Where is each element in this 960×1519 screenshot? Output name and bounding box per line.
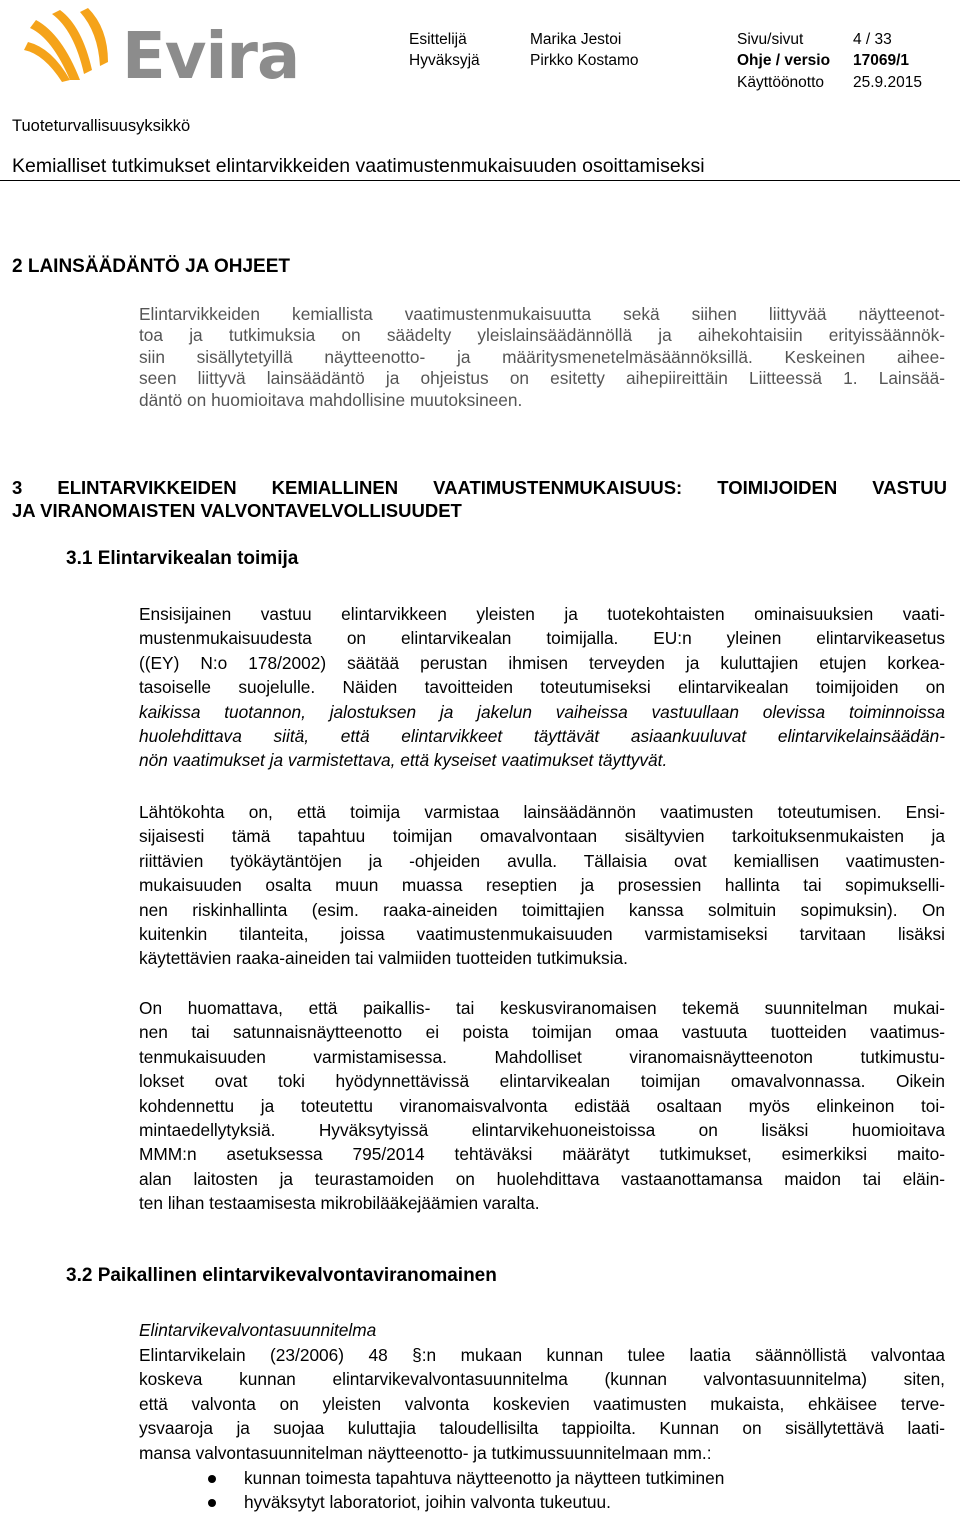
section-2-line: siin sisällytetyillä näytteenotto- ja määritysmenetelmäsäännöksillä. Keskeinen aihee- <box>139 346 945 367</box>
paragraph-line-italic: huolehdittava siitä, että elintarvikkeet täyttävät asiaankuuluvat elintarvikelainsäädän- <box>139 726 945 747</box>
paragraph-line: mintaedellytyksiä. Hyväksytyissä elintarvikehuoneistoissa on lisäksi huomioitava <box>139 1120 945 1141</box>
section-3-1-paragraph-2 <box>139 800 945 971</box>
intro-label: Käyttöönotto <box>737 74 825 91</box>
section-3-heading <box>12 476 947 522</box>
header-divider <box>0 180 960 181</box>
section-2-line: däntö on huomioitava mahdollisine muutoksineen. <box>139 389 523 410</box>
list-item-text: hyväksytyt laboratoriot, joihin valvonta tukeutuu. <box>244 1492 611 1513</box>
paragraph-line: nen tai satunnaisnäytteenotto ei poista toimijan omaa vastuuta tuotteiden vaatimus- <box>139 1022 945 1043</box>
document-title: Kemialliset tutkimukset elintarvikkeiden vaatimustenmukaisuuden osoittamiseksi <box>12 155 705 177</box>
evira-logo-text: Evira <box>122 20 300 94</box>
paragraph-line-italic: kaikissa tuotannon, jalostuksen ja jakelun vaiheissa vastuullaan olevissa toiminnoissa <box>139 701 945 722</box>
approver-label: Hyväksyjä <box>409 52 480 69</box>
section-3-2-paragraph-1 <box>139 1343 945 1465</box>
page-label: Sivu/sivut <box>737 31 804 48</box>
paragraph-line: tasoiselle suojelulle. Näiden tavoitteiden toteutumiseksi elintarvikealan toimijoiden on <box>139 677 945 698</box>
section-3-heading-line: JA VIRANOMAISTEN VALVONTAVELVOLLISUUDET <box>12 500 462 521</box>
paragraph-line: mustenmukaisuudesta on elintarvikealan toimijalla. EU:n yleinen elintarvikeasetus <box>139 628 945 649</box>
presenter-label: Esittelijä <box>409 31 467 48</box>
section-2-line: toa ja tutkimuksia on säädelty yleislainsäädännöllä ja aihekohtaisiin erityissäännök- <box>139 325 945 346</box>
paragraph-line: Lähtökohta on, että toimija varmistaa lainsäädännön vaatimusten toteutumisen. Ensi- <box>139 802 945 822</box>
paragraph-line: MMM:n asetuksessa 795/2014 tehtäväksi määrätyt tutkimukset, esimerkiksi maito- <box>139 1144 945 1165</box>
list-item <box>208 1466 948 1490</box>
list-item-text: kunnan toimesta tapahtuva näytteenotto ja näytteen tutkiminen <box>244 1468 725 1488</box>
bullet-icon <box>208 1475 216 1483</box>
section-3-2-subheading: Elintarvikevalvontasuunnitelma <box>139 1320 377 1340</box>
section-2-line: seen liittyvä lainsäädäntö ja ohjeistus on esitetty aihepiireittäin Liitteessä 1. Lainsää- <box>139 368 945 389</box>
approver-name: Pirkko Kostamo <box>530 52 639 69</box>
intro-value: 25.9.2015 <box>853 74 922 91</box>
section-2-line: Elintarvikkeiden kemiallista vaatimustenmukaisuutta sekä siihen liittyvää näytteenot- <box>139 304 945 324</box>
list-item <box>208 1490 948 1514</box>
section-2-paragraph <box>139 304 945 411</box>
presenter-name: Marika Jestoi <box>530 31 622 48</box>
paragraph-line: ysvaaroja ja suojaa kuluttajia taloudellisilta tappioilta. Kunnan on sisällytettävä laati- <box>139 1418 945 1439</box>
unit-name: Tuoteturvallisuusyksikkö <box>12 117 191 135</box>
paragraph-line: sijaisesti tämä tapahtuu toimijan omavalvontaan sisältyvien tarkoituksenmukaisten ja <box>139 826 945 847</box>
paragraph-line: riittävien työkäytäntöjen ja -ohjeiden avulla. Tällaisia ovat kemiallisen vaatimusten- <box>139 850 945 871</box>
section-3-1-paragraph-1 <box>139 602 945 773</box>
section-3-1-heading: 3.1 Elintarvikealan toimija <box>66 548 299 569</box>
paragraph-line: että valvonta on yleisten valvonta koskevien vaatimusten mukaista, ehkäisee terve- <box>139 1393 945 1414</box>
section-3-2-bullet-list <box>208 1466 948 1515</box>
paragraph-line: koskeva kunnan elintarvikevalvontasuunnitelma (kunnan valvontasuunnitelma) siten, <box>139 1369 945 1390</box>
section-3-heading-line: 3 ELINTARVIKKEIDEN KEMIALLINEN VAATIMUSTENMUKAISUUS: TOIMIJOIDEN VASTUU <box>12 477 947 498</box>
guide-value: 17069/1 <box>853 52 910 69</box>
paragraph-line: käytettävien raaka-aineiden tai valmiiden tuotteiden tutkimuksia. <box>139 948 628 969</box>
paragraph-line: ten lihan testaamisesta mikrobilääkejäämien varalta. <box>139 1193 540 1214</box>
evira-logo <box>22 8 300 100</box>
paragraph-line: On huomattava, että paikallis- tai keskusviranomaisen tekemä suunnitelman mukai- <box>139 998 945 1018</box>
page-value: 4 / 33 <box>853 31 892 48</box>
paragraph-line: Ensisijainen vastuu elintarvikkeen yleisten ja tuotekohtaisten ominaisuuksien vaati- <box>139 604 945 624</box>
guide-label: Ohje / versio <box>737 52 831 69</box>
paragraph-line: nen riskinhallinta (esim. raaka-aineiden toimittajien kanssa solmituin sopimuksin). On <box>139 899 945 920</box>
section-3-1-paragraph-3 <box>139 996 945 1216</box>
paragraph-line: Elintarvikelain (23/2006) 48 §:n mukaan kunnan tulee laatia säännöllistä valvontaa <box>139 1345 945 1365</box>
paragraph-line: ((EY) N:o 178/2002) säätää perustan ihmisen terveyden ja kuluttajien etujen korkea- <box>139 652 945 673</box>
paragraph-line: tenmukaisuuden varmistamisessa. Mahdolliset viranomaisnäytteenoton tutkimustu- <box>139 1046 945 1067</box>
section-3-2-heading: 3.2 Paikallinen elintarvikevalvontaviranomainen <box>66 1265 497 1286</box>
paragraph-line: alan laitosten ja teurastamoiden on huolehdittava vastaanottamansa maidon tai eläin- <box>139 1168 945 1189</box>
paragraph-line-italic: nön vaatimukset ja varmistettava, että kyseiset vaatimukset täyttyvät. <box>139 750 668 771</box>
paragraph-line: kohdennettu ja toteutettu viranomaisvalvonta edistää osaltaan myös elinkeinon toi- <box>139 1095 945 1116</box>
bullet-icon <box>208 1499 216 1507</box>
paragraph-line: mukaisuuden osalta muun muassa reseptien ja prosessien hallinta tai sopimukselli- <box>139 875 945 896</box>
paragraph-line: lokset ovat toki hyödynnettävissä elintarvikealan toimijan omavalvonnassa. Oikein <box>139 1071 945 1092</box>
paragraph-line: mansa valvontasuunnitelman näytteenotto- ja tutkimussuunnitelmaan mm.: <box>139 1442 712 1463</box>
paragraph-line: kuitenkin tilanteita, joissa vaatimustenmukaisuuden varmistamiseksi tarvitaan lisäksi <box>139 924 945 945</box>
section-2-heading: 2 LAINSÄÄDÄNTÖ JA OHJEET <box>12 256 290 277</box>
